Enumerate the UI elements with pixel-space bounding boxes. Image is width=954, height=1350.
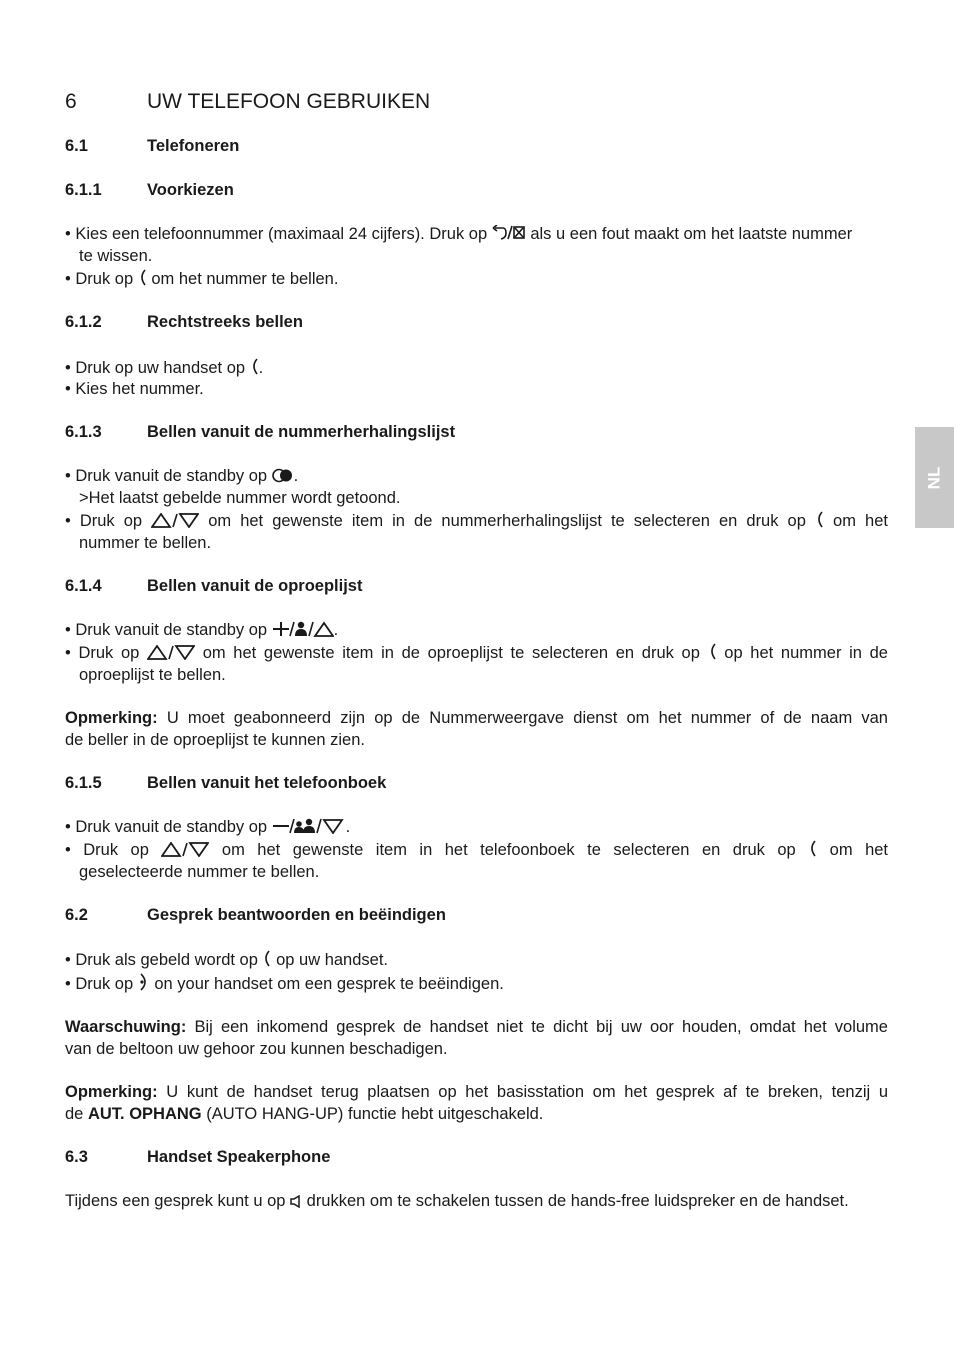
language-tab-label: NL (924, 466, 944, 489)
section-number: 6.1.1 (65, 181, 102, 199)
language-tab (915, 427, 954, 528)
section-title: Voorkiezen (147, 181, 234, 199)
bullet-item: • Druk op om het gewenste item in de oproeplijst te selecteren en druk op op het nummer in de (65, 644, 888, 662)
note-continuation: de AUT. OPHANG (AUTO HANG-UP) functie hebt uitgeschakeld. (65, 1105, 544, 1123)
up-down-icon (161, 842, 209, 857)
bullet-continuation: nummer te bellen. (79, 534, 212, 552)
section-number: 6.2 (65, 906, 88, 924)
talk-icon (138, 269, 147, 286)
bullet-item: • Druk op uw handset op . (65, 359, 264, 377)
calllog-up-icon (272, 621, 334, 637)
section-number: 6.1.5 (65, 774, 102, 792)
section-title: Telefoneren (147, 137, 240, 155)
bullet-item: • Druk vanuit de standby op . (65, 467, 299, 485)
up-down-icon (147, 645, 195, 660)
section-title: Bellen vanuit de oproeplijst (147, 577, 363, 595)
bullet-continuation: te wissen. (79, 247, 153, 265)
note-paragraph: Opmerking: U moet geabonneerd zijn op de Nummerweergave dienst om het nummer of de naam van (65, 709, 888, 727)
speaker-icon (290, 1195, 302, 1208)
section-title: Handset Speakerphone (147, 1148, 331, 1166)
note-continuation: de beller in de oproeplijst te kunnen zien. (65, 731, 365, 749)
chapter-number: 6 (65, 90, 77, 113)
section-number: 6.3 (65, 1148, 88, 1166)
bullet-item: • Druk op om het nummer te bellen. (65, 270, 339, 288)
talk-icon (262, 950, 271, 967)
chapter-title: UW TELEFOON GEBRUIKEN (147, 90, 431, 113)
talk-icon (708, 643, 717, 660)
talk-icon (815, 511, 824, 528)
section-number: 6.1 (65, 137, 88, 155)
section-title: Bellen vanuit het telefoonboek (147, 774, 387, 792)
bullet-item: • Druk als gebeld wordt op op uw handset. (65, 951, 388, 969)
warning-paragraph: Waarschuwing: Bij een inkomend gesprek de handset niet te dicht bij uw oor houden, omdat het volume (65, 1018, 888, 1036)
section-number: 6.1.2 (65, 313, 102, 331)
bullet-item: • Druk op on your handset om een gesprek te beëindigen. (65, 975, 504, 993)
bullet-item: • Kies een telefoonnummer (maximaal 24 cijfers). Druk op als u een fout maakt om het laatste nummer (65, 225, 853, 243)
warning-continuation: van de beltoon uw gehoor zou kunnen beschadigen. (65, 1040, 448, 1058)
bullet-continuation: oproeplijst te bellen. (79, 666, 226, 684)
end-call-icon (138, 973, 150, 991)
section-number: 6.1.4 (65, 577, 102, 595)
bullet-item: • Druk vanuit de standby op . (65, 818, 351, 836)
bullet-item: • Druk vanuit de standby op . (65, 621, 339, 639)
bullet-item: • Druk op om het gewenste item in de nummerherhalingslijst te selecteren en druk op om het (65, 512, 888, 530)
note-paragraph: Opmerking: U kunt de handset terug plaatsen op het basisstation om het gesprek af te breken, tenzij u (65, 1083, 888, 1101)
talk-icon (250, 358, 259, 375)
up-down-icon (151, 513, 199, 528)
bullet-item: • Druk op om het gewenste item in het telefoonboek te selecteren en druk op om het (65, 841, 889, 859)
section-title: Rechtstreeks bellen (147, 313, 303, 331)
paragraph: Tijdens een gesprek kunt u op drukken om te schakelen tussen de hands-free luidspreker en de handset. (65, 1192, 849, 1210)
bullet-item: • Kies het nummer. (65, 380, 204, 398)
back-clear-icon (492, 225, 526, 241)
talk-icon (808, 840, 817, 857)
redial-icon (272, 468, 294, 483)
section-title: Gesprek beantwoorden en beëindigen (147, 906, 446, 924)
bullet-continuation: geselecteerde nummer te bellen. (79, 863, 320, 881)
phonebook-down-icon (272, 818, 346, 834)
section-number: 6.1.3 (65, 423, 102, 441)
bullet-subline: >Het laatst gebelde nummer wordt getoond. (79, 489, 401, 507)
section-title: Bellen vanuit de nummerherhalingslijst (147, 423, 456, 441)
